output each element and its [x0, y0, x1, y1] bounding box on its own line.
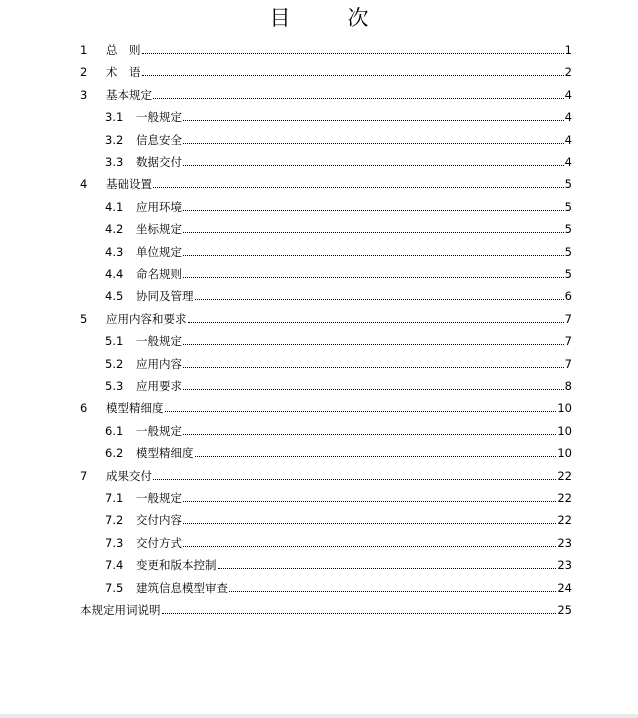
toc-entry-page-number: 24: [557, 580, 572, 595]
toc-entry-number: 5.1: [105, 334, 124, 349]
toc-entry-page-number: 7: [564, 334, 572, 349]
toc-subentry[interactable]: [105, 216, 572, 236]
toc-entry[interactable]: [80, 37, 572, 57]
toc-dot-leader: [142, 52, 564, 54]
toc-entry-number: 6.1: [105, 423, 124, 438]
toc-dot-leader: [218, 567, 557, 569]
toc-entry-label: 交付方式: [136, 535, 182, 550]
toc-entry-label: 总 则: [106, 43, 141, 57]
toc-entry-page-number: 5: [564, 267, 572, 281]
toc-dot-leader: [195, 455, 557, 457]
toc-entry-number: 5.3: [105, 379, 124, 393]
toc-entry-label: 一般规定: [136, 491, 182, 505]
toc-dot-leader: [162, 612, 557, 614]
toc-entry-number: 7.5: [105, 580, 124, 595]
toc-entry-number: 5: [80, 311, 88, 326]
toc-dot-leader: [183, 254, 564, 256]
toc-subentry[interactable]: [105, 552, 572, 572]
toc-entry-label: 坐标规定: [136, 222, 182, 237]
toc-dot-leader: [183, 433, 556, 435]
toc-entry-page-number: 4: [564, 155, 572, 169]
toc-entry-page-number: 10: [557, 446, 572, 461]
page-bottom-edge: [0, 714, 638, 718]
toc-entry-number: 3: [80, 87, 88, 102]
toc-dot-leader: [183, 522, 556, 524]
toc-subentry[interactable]: [105, 261, 572, 281]
page-title: 目 次: [269, 6, 387, 30]
toc-entry-page-number: 23: [557, 558, 572, 573]
toc-entry-page-number: 22: [557, 491, 572, 505]
toc-entry-label: 应用要求: [136, 379, 182, 393]
toc-entry-label: 应用内容: [136, 356, 182, 371]
toc-entry-page-number: 10: [557, 423, 572, 438]
toc-dot-leader: [195, 298, 564, 300]
toc-entry-number: 7: [80, 468, 88, 483]
toc-entry-page-number: 5: [564, 222, 572, 237]
toc-entry-number: 4.2: [105, 222, 124, 237]
toc-entry-page-number: 22: [557, 468, 572, 483]
toc-entry-page-number: 5: [564, 199, 572, 214]
toc-entry-number: 4: [80, 177, 88, 192]
toc-entry[interactable]: [80, 171, 572, 191]
toc-entry-label: 变更和版本控制: [136, 558, 217, 573]
toc-entry[interactable]: [80, 597, 572, 617]
toc-entry-page-number: 22: [557, 513, 572, 528]
toc-subentry[interactable]: [105, 575, 572, 595]
toc-entry-number: 4.5: [105, 289, 124, 304]
toc-entry-label: 协同及管理: [136, 289, 194, 304]
toc-entry[interactable]: [80, 306, 572, 326]
toc-entry-page-number: 4: [564, 132, 572, 147]
toc-dot-leader: [183, 545, 556, 547]
toc-dot-leader: [183, 209, 564, 211]
toc-dot-leader: [188, 321, 564, 323]
toc-dot-leader: [183, 366, 564, 368]
toc-subentry[interactable]: [105, 127, 572, 147]
toc-entry-label: 本规定用词说明: [80, 603, 161, 617]
toc-entry-label: 一般规定: [136, 423, 182, 438]
toc-dot-leader: [153, 186, 564, 188]
toc-entry-page-number: 5: [564, 177, 572, 192]
toc-subentry[interactable]: [105, 351, 572, 371]
toc-entry-number: 7.1: [105, 491, 124, 505]
toc-entry-label: 基础设置: [106, 177, 152, 192]
toc-entry-label: 数据交付: [136, 155, 182, 169]
toc-entry-number: 3.2: [105, 132, 124, 147]
toc-dot-leader: [183, 164, 564, 166]
toc-entry-page-number: 25: [557, 603, 572, 617]
toc-entry-number: 3.1: [105, 110, 124, 125]
toc-entry-number: 7.3: [105, 535, 124, 550]
toc-dot-leader: [165, 410, 557, 412]
toc-dot-leader: [229, 590, 556, 592]
toc-entry-label: 单位规定: [136, 244, 182, 259]
toc-entry-page-number: 1: [564, 43, 572, 57]
toc-entry-label: 术 语: [106, 65, 141, 80]
toc-entry-number: 6.2: [105, 446, 124, 461]
toc-entry-page-number: 10: [557, 401, 572, 416]
toc-entry-label: 成果交付: [106, 468, 152, 483]
toc-subentry[interactable]: [105, 485, 572, 505]
toc-entry[interactable]: [80, 463, 572, 483]
toc-entry-label: 一般规定: [136, 110, 182, 125]
toc-entry[interactable]: [80, 395, 572, 415]
toc-subentry[interactable]: [105, 418, 572, 438]
toc-entry-number: 6: [80, 401, 88, 416]
toc-entry-number: 7.2: [105, 513, 124, 528]
toc-subentry[interactable]: [105, 530, 572, 550]
toc-dot-leader: [153, 97, 564, 99]
toc-entry-label: 模型精细度: [136, 446, 194, 461]
toc-dot-leader: [183, 142, 564, 144]
toc-entry-page-number: 4: [564, 87, 572, 102]
toc-dot-leader: [183, 119, 564, 121]
toc-dot-leader: [183, 343, 564, 345]
toc-entry-number: 2: [80, 65, 88, 80]
toc-entry-number: 7.4: [105, 558, 124, 573]
toc-dot-leader: [183, 231, 564, 233]
toc-subentry[interactable]: [105, 440, 572, 460]
toc-dot-leader: [153, 478, 556, 480]
toc-entry-page-number: 4: [564, 110, 572, 125]
toc-entry-page-number: 2: [564, 65, 572, 80]
toc-entry-number: 5.2: [105, 356, 124, 371]
toc-entry-label: 一般规定: [136, 334, 182, 349]
toc-subentry[interactable]: [105, 373, 572, 393]
toc-entry-page-number: 7: [564, 311, 572, 326]
toc-dot-leader: [183, 388, 564, 390]
toc-subentry[interactable]: [105, 194, 572, 214]
toc-entry-page-number: 6: [564, 289, 572, 304]
toc-entry-label: 交付内容: [136, 513, 182, 528]
toc-subentry[interactable]: [105, 149, 572, 169]
toc-subentry[interactable]: [105, 239, 572, 259]
toc-entry-label: 基本规定: [106, 87, 152, 102]
toc-entry-number: 1: [80, 43, 88, 57]
toc-subentry[interactable]: [105, 283, 572, 303]
toc-dot-leader: [142, 74, 564, 76]
toc-entry-label: 命名规则: [136, 267, 182, 281]
toc-subentry[interactable]: [105, 507, 572, 527]
toc-dot-leader: [183, 500, 556, 502]
toc-subentry[interactable]: [105, 104, 572, 124]
toc-entry-label: 模型精细度: [106, 401, 164, 416]
toc-entry-number: 3.3: [105, 155, 124, 169]
toc-subentry[interactable]: [105, 328, 572, 348]
toc-entry-number: 4.4: [105, 267, 124, 281]
toc-entry-number: 4.1: [105, 199, 124, 214]
toc-entry[interactable]: [80, 59, 572, 79]
toc-entry-page-number: 8: [564, 379, 572, 393]
toc-entry-page-number: 23: [557, 535, 572, 550]
toc-entry[interactable]: [80, 82, 572, 102]
toc-entry-label: 建筑信息模型审查: [136, 580, 228, 595]
toc-dot-leader: [183, 276, 564, 278]
toc-entry-page-number: 7: [564, 356, 572, 371]
toc-entry-label: 应用环境: [136, 199, 182, 214]
toc-entry-label: 信息安全: [136, 132, 182, 147]
toc-entry-label: 应用内容和要求: [106, 311, 187, 326]
toc-entry-number: 4.3: [105, 244, 124, 259]
toc-entry-page-number: 5: [564, 244, 572, 259]
